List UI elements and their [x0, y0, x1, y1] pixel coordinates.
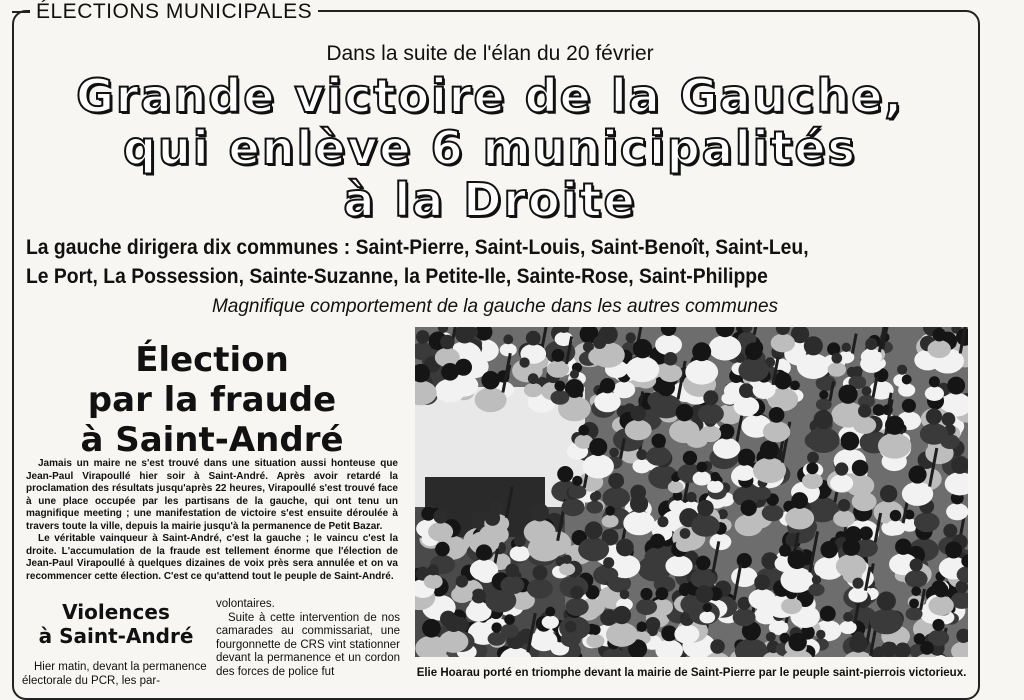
subheadline [26, 233, 891, 291]
crowd-photo-image [415, 327, 968, 657]
article-title [26, 340, 398, 460]
article-paragraph-1: Jamais un maire ne s'est trouvé dans une situation aussi honteuse que Jean-Paul Virapoullé hier soir à Saint-André. Après avoir retardé la proclamation des résultats jusqu'après 22 heures, Virapoullé s'est trouvé face à une place occupée par les partisans de la gauche, qui ont tenu un magnifique meeting ; une manifestation de victoire s'est ensuite déroulée à travers toute la ville, depuis la mairie jusqu'à la permanence de Petit Bazar. [26, 458, 398, 533]
violence-title-line-2: à Saint-André [26, 624, 206, 648]
headline-line-2: qui enlève 6 municipalités [40, 122, 940, 174]
violence-right-column [216, 598, 400, 680]
subhead-line-1: La gauche dirigera dix communes : Saint-Pierre, Saint-Louis, Saint-Benoît, Saint-Leu, [26, 233, 891, 262]
article-title-line-3: à Saint-André [26, 420, 398, 460]
kicker-line: Dans la suite de l'élan du 20 février [0, 42, 980, 66]
violence-left-column: Hier matin, devant la permanence électorale du PCR, les par- [22, 660, 207, 688]
crowd-photo [415, 327, 968, 657]
violence-right-paragraph-1: volontaires. [216, 598, 400, 612]
italic-subtitle: Magnifique comportement de la gauche dans les autres communes [0, 296, 990, 318]
section-label: ÉLECTIONS MUNICIPALES [30, 0, 318, 24]
article-title-line-1: Élection [26, 340, 398, 380]
article-paragraph-2: Le véritable vainqueur à Saint-André, c'est la gauche ; le vaincu c'est la droite. L'accumulation de la fraude est tellement énorme que l'élection de Jean-Paul Virapoullé à quelques dizaines de voix près sera annulée et on va recommencer cette élection. C'est ce qu'attend tout le peuple de Saint-André. [26, 533, 398, 583]
article-body [26, 458, 398, 583]
violence-right-paragraph-2: Suite à cette intervention de nos camarades au commissariat, une fourgonnette de CRS vint stationner devant la permanence et un cordon des forces de police fut [216, 612, 400, 680]
main-headline [40, 70, 940, 226]
headline-line-3: à la Droite [40, 174, 940, 226]
violence-title [26, 600, 206, 648]
subhead-line-2: Le Port, La Possession, Sainte-Suzanne, la Petite-Ile, Sainte-Rose, Saint-Philippe [26, 262, 891, 291]
violence-title-line-1: Violences [26, 600, 206, 624]
headline-line-1: Grande victoire de la Gauche, [40, 70, 940, 122]
article-title-line-2: par la fraude [26, 380, 398, 420]
photo-caption: Elie Hoarau porté en triomphe devant la mairie de Saint-Pierre par le peuple saint-pierrois victorieux. [415, 667, 968, 679]
